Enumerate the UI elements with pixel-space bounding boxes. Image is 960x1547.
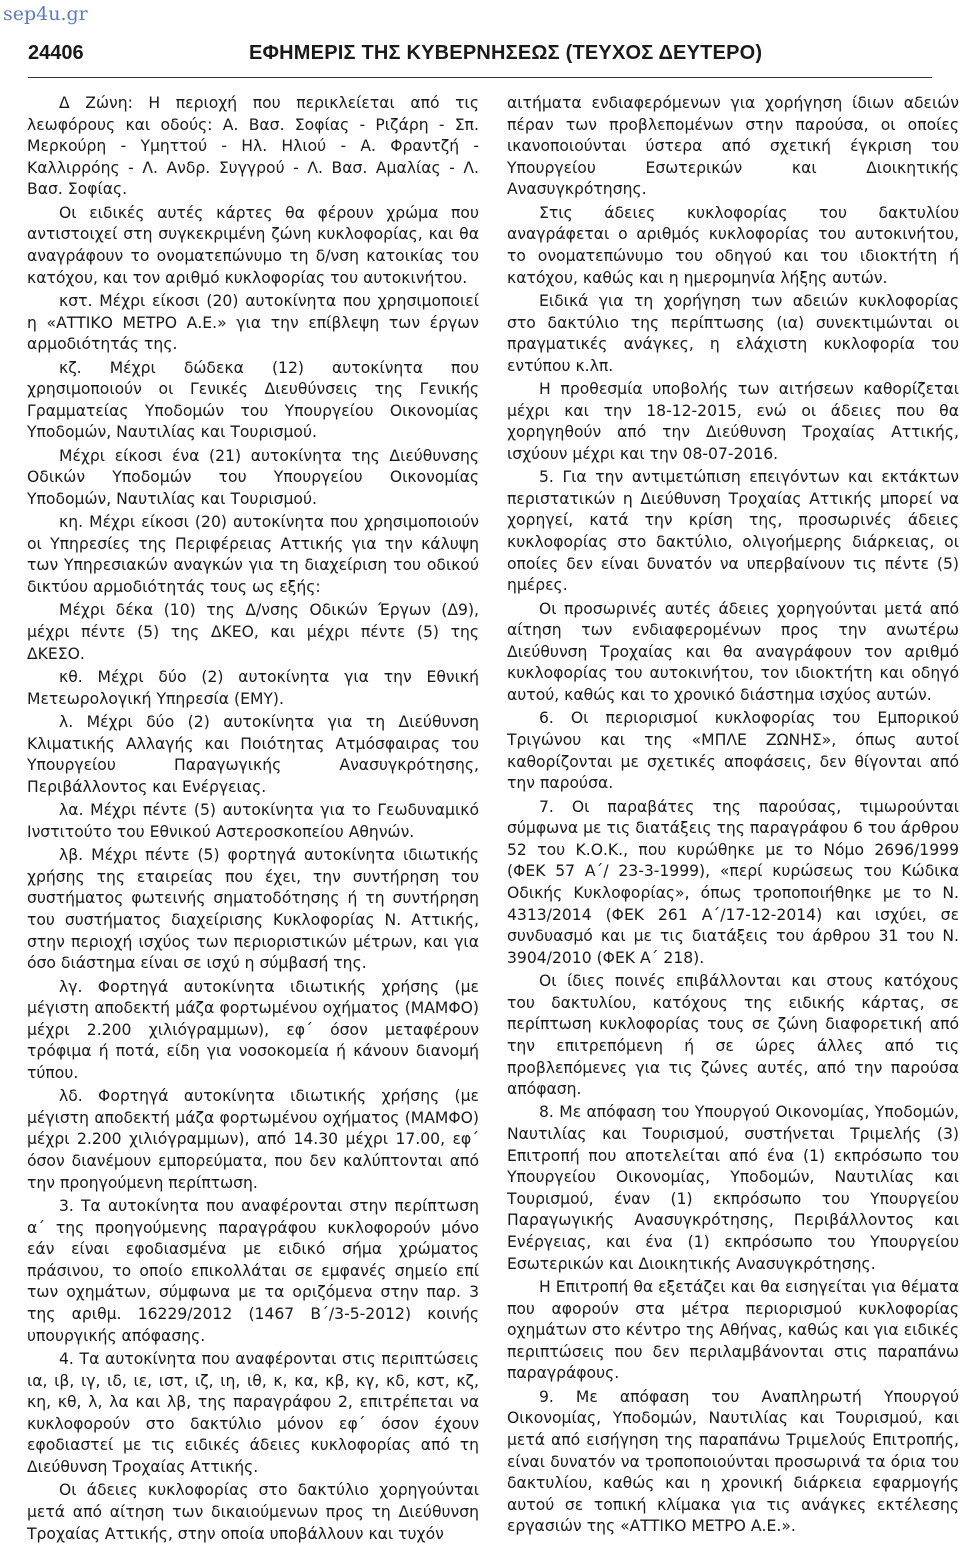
gazette-title: ΕΦΗΜΕΡΙΣ ΤΗΣ ΚΥΒΕΡΝΗΣΕΩΣ (ΤΕΥΧΟΣ ΔΕΥΤΕΡΟ) <box>249 42 763 64</box>
paragraph: 8. Με απόφαση του Υπουργού Οικονομίας, Υποδομών, Ναυτιλίας και Τουρισμού, συστήνεται Τριμελής (3) Επιτροπή που αποτελείται από ένα (1) εκπρόσωπο του Υπουργείου Οικονομίας, Υποδομών, Ναυτιλίας και Τουρισμού, έναν (1) εκπρόσωπο του Υπουργείου Παραγωγικής Ανασυγκρότησης, Περιβάλλοντος και Ενέργειας, και ένα (1) εκπρόσωπο του Υπουργείου Εσωτερικών και Διοικητικής Ανασυγκρότησης. <box>507 1103 959 1273</box>
paragraph: λβ. Μέχρι πέντε (5) φορτηγά αυτοκίνητα ιδιωτικής χρήσης της εταιρείας που έχει, την συντήρηση του συστήματος φωτεινής σηματοδότησης ή τη συντήρηση του συστήματος διαχείρισης Κυκλοφορίας Ν. Αττικής, στην περιοχή ισχύος των περιοριστικών μέτρων, και για όσο διάστημα είναι σε ισχύ η σύμβασή της. <box>27 846 479 973</box>
paragraph: Στις άδειες κυκλοφορίας του δακτυλίου αναγράφεται ο αριθμός κυκλοφορίας του αυτοκινήτου, το ονοματεπώνυμο του οδηγού και του ιδιοκτήτη ή κατόχου, καθώς και η ημερομηνία λήξης αυτών. <box>507 203 959 287</box>
paragraph: Μέχρι δέκα (10) της Δ/νσης Οδικών Έργων (Δ9), μέχρι πέντε (5) της ΔΚΕΟ, και μέχρι πέντε (5) της ΔΚΕΣΟ. <box>27 601 479 663</box>
paragraph: λα. Μέχρι πέντε (5) αυτοκίνητα για το Γεωδυναμικό Ινστιτούτο του Εθνικού Αστεροσκοπείου Αθηνών. <box>27 801 479 841</box>
paragraph: 3. Τα αυτοκίνητα που αναφέρονται στην περίπτωση α΄ της προηγούμενης παραγράφου κυκλοφορούν μόνο εάν είναι εφοδιασμένα με ειδικό σήμα χρώματος πράσινου, το οποίο επικολλάται σε εμφανές σημείο επί των οχημάτων, σύμφωνα με τα οριζόμενα στην παρ. 3 της αριθμ. 16229/2012 (1467 Β΄/3-5-2012) κοινής υπουργικής απόφασης. <box>27 1197 479 1345</box>
paragraph: Οι προσωρινές αυτές άδειες χορηγούνται μετά από αίτηση των ενδιαφερομένων προς την ανωτέρω Διεύθυνση Τροχαίας και θα αναγράφουν τον αριθμό κυκλοφορίας του αυτοκινήτου, τον ιδιοκτήτη και οδηγό αυτού, καθώς και το χρονικό διάστημα ισχύος αυτών. <box>507 599 959 705</box>
right-column <box>507 93 959 1540</box>
paragraph: 5. Για την αντιμετώπιση επειγόντων και εκτάκτων περιστατικών η Διεύθυνση Τροχαίας Αττικής μπορεί να χορηγεί, κατά την κρίση της, προσωρινές άδειες κυκλοφορίας στο δακτύλιο, ολιγοήμερης διάρκειας, οι οποίες δεν είναι δυνατόν να υπερβαίνουν τις πέντε (5) ημέρες. <box>507 468 959 595</box>
paragraph: λδ. Φορτηγά αυτοκίνητα ιδιωτικής χρήσης (με μέγιστη αποδεκτή μάζα φορτωμένου οχήματος (ΜΑΜΦΟ) μέχρι 2.200 χιλιόγραμμων), από 14.30 μέχρι 17.00, εφ΄ όσον διανέμουν εμπορεύματα, που δεν καλύπτονται από την προηγούμενη περίπτωση. <box>27 1087 479 1192</box>
paragraph: κστ. Μέχρι είκοσι (20) αυτοκίνητα που χρησιμοποιεί η «ΑΤΤΙΚΟ ΜΕΤΡΟ Α.Ε.» για την επίβλεψη των έργων αρμοδιότητάς της. <box>27 291 479 354</box>
paragraph: λ. Μέχρι δύο (2) αυτοκίνητα για τη Διεύθυνση Κλιματικής Αλλαγής και Ποιότητας Ατμόσφαιρας του Υπουργείου Παραγωγικής Ανασυγκρότησης, Περιβάλλοντος και Ενέργειας. <box>27 713 479 796</box>
site-watermark[interactable]: sep4u.gr <box>3 3 88 25</box>
paragraph: κη. Μέχρι είκοσι (20) αυτοκίνητα που χρησιμοποιούν οι Υπηρεσίες της Περιφέρειας Αττικής για την κάλυψη των Υπηρεσιακών αναγκών για τη διαχείριση του οδικού δικτύου αρμοδιότητάς τους ως εξής: <box>27 513 479 597</box>
left-column <box>27 93 479 1547</box>
paragraph: αιτήματα ενδιαφερόμενων για χορήγηση ίδιων αδειών πέραν των προβλεπομένων στην παρούσα, οι οποίες ικανοποιούνται ύστερα από σχετική έγκριση του Υπουργείου Εσωτερικών και Διοικητικής Ανασυγκρότησης. <box>507 94 959 199</box>
paragraph: κζ. Μέχρι δώδεκα (12) αυτοκίνητα που χρησιμοποιούν οι Γενικές Διευθύνσεις της Γενικής Γραμματείας Υποδομών του Υπουργείου Οικονομίας Υποδομών, Ναυτιλίας και Τουρισμού. <box>27 358 479 442</box>
paragraph: Ειδικά για τη χορήγηση των αδειών κυκλοφορίας στο δακτύλιο της περίπτωσης (ια) συνεκτιμώνται οι πραγματικές ανάγκες, η ελάχιστη κυκλοφορία του εντύπου κ.λπ. <box>507 291 959 375</box>
paragraph: 6. Οι περιορισμοί κυκλοφορίας του Εμπορικού Τριγώνου και της «ΜΠΛΕ ΖΩΝΗΣ», όπως αυτοί καθορίζονται με σχετικές αποφάσεις, δεν θίγονται από την παρούσα. <box>507 709 959 793</box>
paragraph: Οι άδειες κυκλοφορίας στο δακτύλιο χορηγούνται μετά από αίτηση των δικαιούμενων προς τη Διεύθυνση Τροχαίας Αττικής, στην οποία υποβάλλουν και τυχόν <box>27 1481 479 1543</box>
header-divider <box>28 77 932 78</box>
paragraph: 4. Τα αυτοκίνητα που αναφέρονται στις περιπτώσεις ια, ιβ, ιγ, ιδ, ιε, ιστ, ιζ, ιη, ιθ, κ, κα, κβ, κγ, κδ, κστ, κζ, κη, κθ, λ, λα και λβ, της παραγράφου 2, επιτρέπεται να κυκλοφορούν στο δακτύλιο μόνον εφ΄ όσον έχουν εφοδιαστεί με τις ειδικές άδειες κυκλοφορίας από τη Διεύθυνση Τροχαίας Αττικής. <box>27 1350 479 1476</box>
paragraph: Δ Ζώνη: Η περιοχή που περικλείεται από τις λεωφόρους και οδούς: Α. Βασ. Σοφίας - Ριζάρη - Σπ. Μερκούρη - Υμηττού - Ηλ. Ηλιού - Α. Φραντζή - Καλλιρρόης - Λ. Ανδρ. Συγγρού - Λ. Βασ. Αμαλίας - Λ. Βασ. Σοφίας. <box>27 94 479 199</box>
paragraph: κθ. Μέχρι δύο (2) αυτοκίνητα για την Εθνική Μετεωρολογική Υπηρεσία (ΕΜΥ). <box>27 668 479 708</box>
paragraph: Οι ειδικές αυτές κάρτες θα φέρουν χρώμα που αντιστοιχεί στη συγκεκριμένη ζώνη κυκλοφορίας, και θα αναγράφουν το ονοματεπώνυμο τη δ/νση κατοικίας του κατόχου, και τον αριθμό κυκλοφορίας του αυτοκινήτου. <box>27 203 479 287</box>
page-number: 24406 <box>28 42 84 64</box>
paragraph: Μέχρι είκοσι ένα (21) αυτοκίνητα της Διεύθυνσης Οδικών Υποδομών του Υπουργείου Οικονομίας Υποδομών, Ναυτιλίας και Τουρισμού. <box>27 446 479 508</box>
paragraph: 9. Με απόφαση του Αναπληρωτή Υπουργού Οικονομίας, Υποδομών, Ναυτιλίας και Τουρισμού, και μετά από εισήγηση της παραπάνω Τριμελούς Επιτροπής, είναι δυνατόν να τροποποιούνται προσωρινά τα όρια του δακτυλίου, καθώς και η χρονική διάρκεια εφαρμογής αυτού σε τοπική κλίμακα για τις ανάγκες εκτέλεσης εργασιών της «ΑΤΤΙΚΟ ΜΕΤΡΟ Α.Ε.». <box>507 1387 959 1536</box>
paragraph: Η Επιτροπή θα εξετάζει και θα εισηγείται για θέματα που αφορούν στα μέτρα περιορισμού κυκλοφορίας οχημάτων στο κέντρο της Αθήνας, καθώς και για ειδικές περιπτώσεις που δεν περιλαμβάνονται στις παραπάνω παραγράφους. <box>507 1278 959 1383</box>
paragraph: Οι ίδιες ποινές επιβάλλονται και στους κατόχους του δακτυλίου, κατόχους της ειδικής κάρτας, σε περίπτωση κυκλοφορίας τους σε ζώνη διαφορετική από την επιτρεπόμενη ή σε ώρες άλλες από τις προβλεπόμενες για τις ζώνες αυτές, από την παρούσα απόφαση. <box>507 972 959 1099</box>
paragraph: λγ. Φορτηγά αυτοκίνητα ιδιωτικής χρήσης (με μέγιστη αποδεκτή μάζα φορτωμένου οχήματος (ΜΑΜΦΟ) μέχρι 2.200 χιλιόγραμμων), εφ΄ όσον μεταφέρουν τρόφιμα ή ποτά, είδη για νοσοκομεία ή κάνουν διανομή τύπου. <box>27 977 479 1082</box>
page-header <box>28 42 932 72</box>
paragraph: Η προθεσμία υποβολής των αιτήσεων καθορίζεται μέχρι και την 18-12-2015, ενώ οι άδειες που θα χορηγηθούν από την Διεύθυνση Τροχαίας Αττικής, ισχύουν μέχρι και την 08-07-2016. <box>507 380 959 463</box>
paragraph: 7. Οι παραβάτες της παρούσας, τιμωρούνται σύμφωνα με τις διατάξεις της παραγράφου 6 του άρθρου 52 του Κ.Ο.Κ., που κυρώθηκε με το Νόμο 2696/1999 (ΦΕΚ 57 Α΄/ 23-3-1999), «περί κυρώσεως του Κώδικα Οδικής Κυκλοφορίας», όπως τροποποιήθηκε με το Ν. 4313/2014 (ΦΕΚ 261 Α΄/17-12-2014) και ισχύει, σε συνδυασμό και με τις διατάξεις του άρθρου 31 του Ν. 3904/2010 (ΦΕΚ Α΄ 218). <box>507 797 959 967</box>
